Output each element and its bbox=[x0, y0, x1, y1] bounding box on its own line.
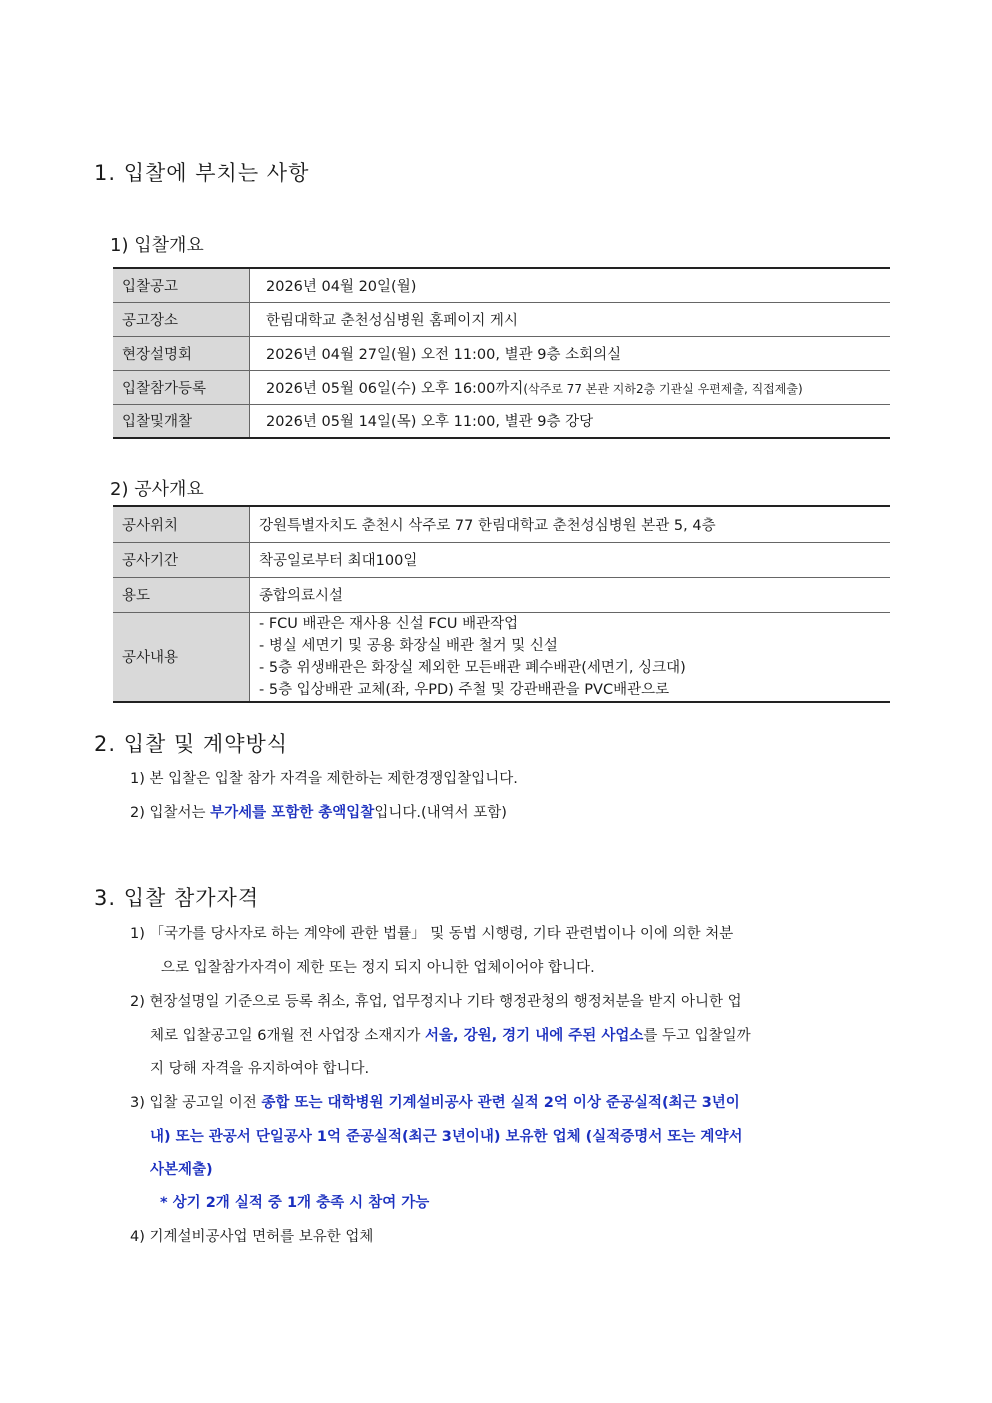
row-value bbox=[250, 612, 891, 702]
row-value: 2026년 04월 20일(월) bbox=[266, 278, 417, 295]
row-value: 한림대학교 춘천성심병원 홈페이지 게시 bbox=[266, 312, 518, 329]
table-row bbox=[113, 506, 890, 542]
section2-item-1: 1) 본 입찰은 입찰 참가 자격을 제한하는 제한경쟁입찰입니다. bbox=[130, 771, 518, 787]
construction-overview-table bbox=[113, 505, 890, 703]
section3-item-3-line2: 내) 또는 관공서 단일공사 1억 준공실적(최근 3년이내) 보유한 업체 (실적증명서 또는 계약서 bbox=[150, 1129, 743, 1145]
section1-title: 1. 입찰에 부치는 사항 bbox=[94, 161, 310, 185]
section3-item-3-line3: 사본제출) bbox=[150, 1162, 213, 1178]
row-value: 강원특별자치도 춘천시 삭주로 77 한림대학교 춘천성심병원 본관 5, 4층 bbox=[259, 517, 716, 534]
row-value: 2026년 05월 06일(수) 오후 16:00까지(삭주로 77 본관 지하2층 기관실 우편제출, 직접제출) bbox=[266, 380, 803, 397]
section3-item-2-line3: 지 당해 자격을 유지하여야 합니다. bbox=[150, 1061, 370, 1077]
section3-item-1-line2: 으로 입찰참가자격이 제한 또는 정지 되지 아니한 업체이어야 합니다. bbox=[161, 960, 595, 976]
table-row bbox=[113, 404, 890, 438]
row-label: 입찰참가등록 bbox=[113, 370, 250, 404]
section3-item-2-line1: 2) 현장설명일 기준으로 등록 취소, 휴업, 업무정지나 기타 행정관청의 행정처분을 받지 아니한 업 bbox=[130, 994, 742, 1010]
highlight-text: 서울, 강원, 경기 내에 주된 사업소 bbox=[425, 1028, 644, 1044]
section2-title: 2. 입찰 및 계약방식 bbox=[94, 732, 289, 756]
row-note: (삭주로 77 본관 지하2층 기관실 우편제출, 직접제출) bbox=[523, 381, 803, 396]
row-value: 착공일로부터 최대100일 bbox=[259, 553, 418, 569]
row-label: 용도 bbox=[113, 577, 250, 612]
section3-item-2-line2: 체로 입찰공고일 6개월 전 사업장 소재지가 서울, 강원, 경기 내에 주된 사업소를 두고 입찰일까 bbox=[150, 1028, 751, 1044]
row-label: 입찰공고 bbox=[113, 268, 250, 302]
section3-title: 3. 입찰 참가자격 bbox=[94, 886, 260, 910]
section3-item-3-note: * 상기 2개 실적 중 1개 충족 시 참여 가능 bbox=[160, 1195, 430, 1211]
subsection-bid-overview-title: 1) 입찰개요 bbox=[110, 235, 204, 256]
table-row bbox=[113, 302, 890, 336]
highlight-text: 종합 또는 대학병원 기계설비공사 관련 실적 2억 이상 준공실적(최근 3년이 bbox=[261, 1095, 740, 1111]
row-label: 현장설명회 bbox=[113, 336, 250, 370]
row-label: 공사위치 bbox=[113, 506, 250, 542]
table-row bbox=[113, 542, 890, 577]
content-line: - 5층 입상배관 교체(좌, 우PD) 주철 및 강관배관을 PVC배관으로 bbox=[259, 681, 670, 698]
section3-item-3-line1: 3) 입찰 공고일 이전 종합 또는 대학병원 기계설비공사 관련 실적 2억 이상 준공실적(최근 3년이 bbox=[130, 1095, 740, 1111]
table-row bbox=[113, 577, 890, 612]
row-value: 2026년 05월 14일(목) 오후 11:00, 별관 9층 강당 bbox=[266, 414, 594, 431]
content-line: - 5층 위생배관은 화장실 제외한 모든배관 폐수배관(세면기, 싱크대) bbox=[259, 659, 686, 676]
subsection-construction-overview-title: 2) 공사개요 bbox=[110, 479, 204, 500]
section2-item-2: 2) 입찰서는 부가세를 포함한 총액입찰입니다.(내역서 포함) bbox=[130, 805, 507, 821]
row-label: 공사내용 bbox=[113, 612, 250, 702]
bid-overview-table bbox=[113, 267, 890, 439]
row-label: 입찰및개찰 bbox=[113, 404, 250, 438]
section3-item-4: 4) 기계설비공사업 면허를 보유한 업체 bbox=[130, 1229, 374, 1245]
table-row bbox=[113, 612, 890, 702]
table-row bbox=[113, 370, 890, 404]
table-row bbox=[113, 268, 890, 302]
section3-item-1-line1: 1) 「국가를 당사자로 하는 계약에 관한 법률」 및 동법 시행령, 기타 관련법이나 이에 의한 처분 bbox=[130, 926, 734, 942]
row-label: 공사기간 bbox=[113, 542, 250, 577]
row-value: 2026년 04월 27일(월) 오전 11:00, 별관 9층 소회의실 bbox=[266, 346, 622, 363]
content-line: - 병실 세면기 및 공용 화장실 배관 철거 및 신설 bbox=[259, 637, 558, 654]
content-line: - FCU 배관은 재사용 신설 FCU 배관작업 bbox=[259, 615, 519, 632]
highlight-text: 부가세를 포함한 총액입찰 bbox=[210, 805, 375, 821]
row-value: 종합의료시설 bbox=[259, 588, 344, 604]
table-row bbox=[113, 336, 890, 370]
row-label: 공고장소 bbox=[113, 302, 250, 336]
